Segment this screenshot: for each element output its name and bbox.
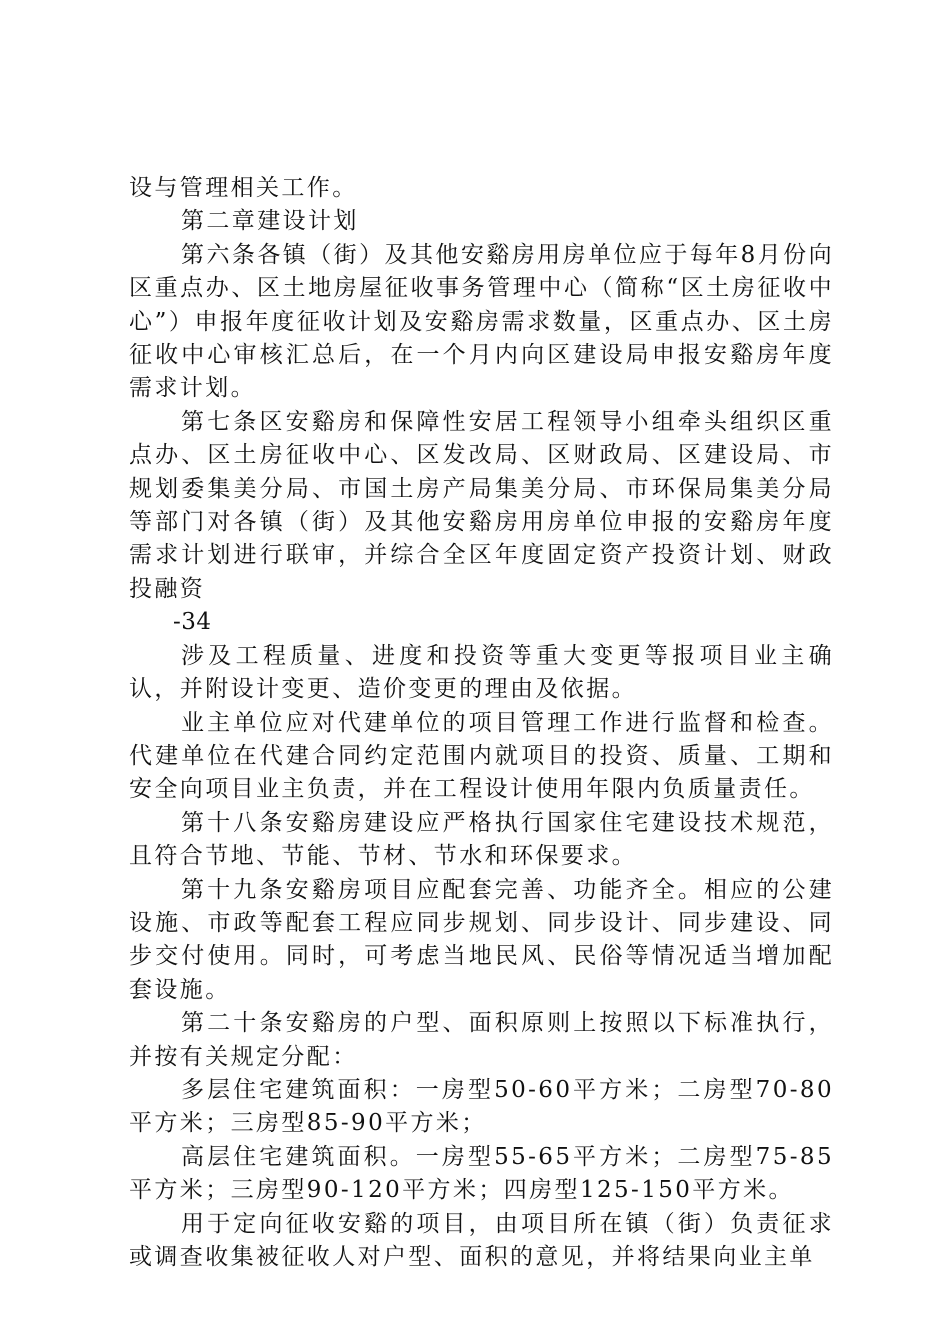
article-19-paragraph: 第十九条安谿房项目应配套完善、功能齐全。相应的公建设施、市政等配套工程应同步规划、同步设计、同步建设、同步交付使用。同时，可考虑当地民风、民俗等情况适当增加配套设施。 — [129, 876, 834, 1003]
article-20-paragraph: 第二十条安谿房的户型、面积原则上按照以下标准执行，并按有关规定分配： — [129, 1010, 834, 1070]
change-confirmation-paragraph: 涉及工程质量、进度和投资等重大变更等报项目业主确认，并附设计变更、造价变更的理由及依据。 — [129, 642, 834, 703]
article-7-paragraph: 第七条区安谿房和保障性安居工程领导小组牵头组织区重点办、区土房征收中心、区发改局、区财政局、区建设局、市规划委集美分局、市国土房产局集美分局、市环保局集美分局等部门对各镇（街）及其他安谿房用房单位申报的安谿房年度需求计划进行联审，并综合全区年度固定资产投资计划、财政投融资 — [129, 408, 834, 602]
article-6-paragraph: 第六条各镇（街）及其他安谿房用房单位应于每年8月份向区重点办、区土地房屋征收事务管理中心（简称“区土房征收中心”）申报年度征收计划及安谿房需求数量，区重点办、区土房征收中心审核汇总后，在一个月内向区建设局申报安谿房年度需求计划。 — [129, 241, 834, 402]
multistory-area-paragraph: 多层住宅建筑面积：一房型50-60平方米；二房型70-80平方米；三房型85-90平方米； — [129, 1076, 834, 1137]
directed-resettlement-paragraph: 用于定向征收安谿的项目，由项目所在镇（街）负责征求或调查收集被征收人对户型、面积的意见，并将结果向业主单 — [129, 1210, 834, 1270]
supervision-paragraph: 业主单位应对代建单位的项目管理工作进行监督和检查。代建单位在代建合同约定范围内就项目的投资、质量、工期和安全向项目业主负责，并在工程设计使用年限内负质量责任。 — [129, 709, 834, 803]
paragraph-continuation: 设与管理相关工作。 — [129, 175, 358, 201]
document-body — [129, 172, 834, 1274]
page-number: -34 — [173, 609, 212, 636]
chapter-heading: 第二章建设计划 — [181, 208, 359, 235]
highrise-area-paragraph: 高层住宅建筑面积。一房型55-65平方米；二房型75-85平方米；三房型90-120平方米；四房型125-150平方米。 — [129, 1143, 834, 1204]
article-18-paragraph: 第十八条安谿房建设应严格执行国家住宅建设技术规范，且符合节地、节能、节材、节水和环保要求。 — [129, 809, 834, 870]
